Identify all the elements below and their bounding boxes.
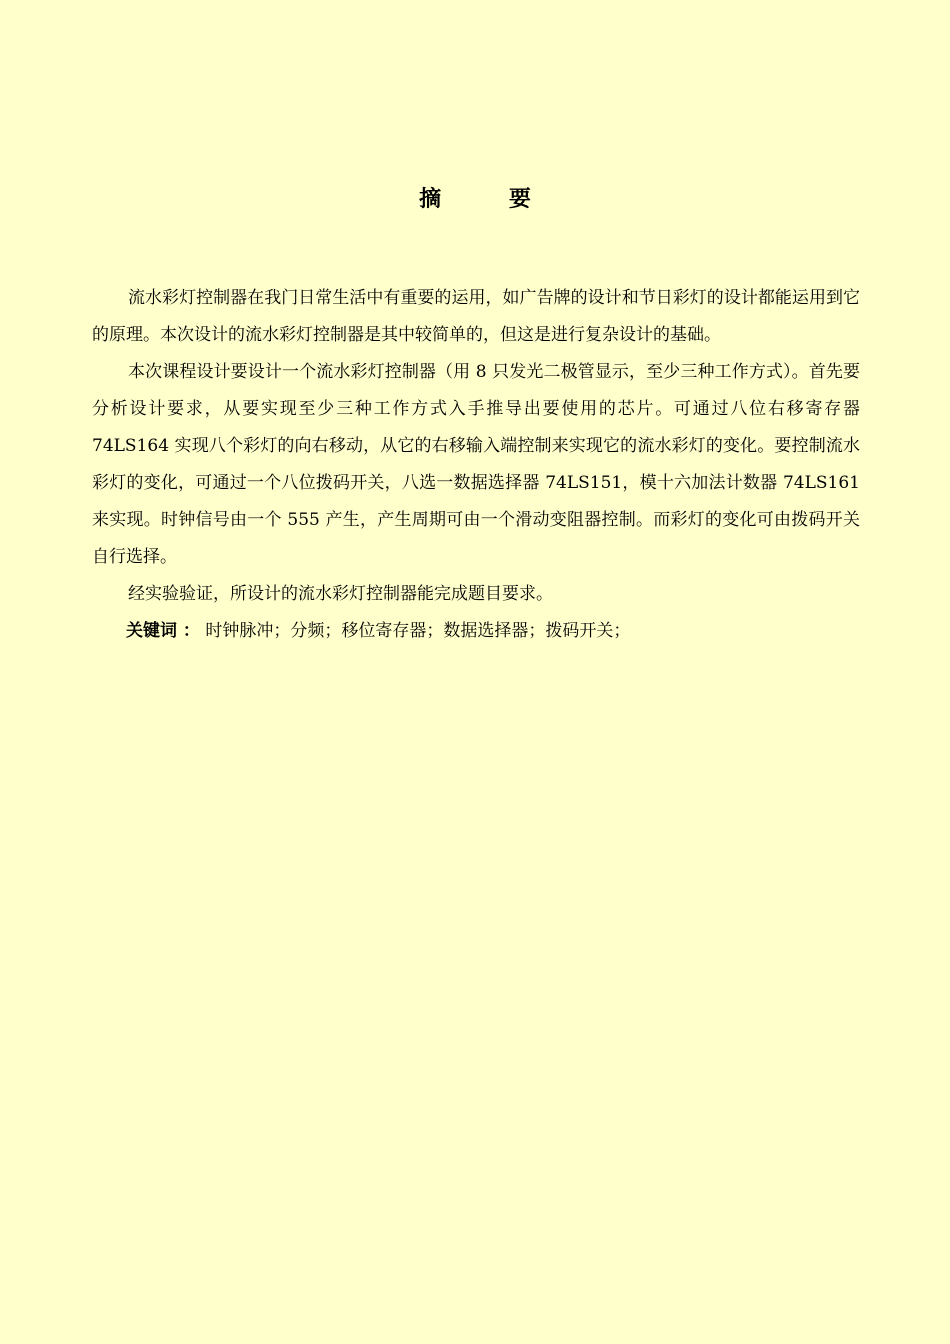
- abstract-body: [92, 280, 860, 650]
- abstract-paragraph-3: 经实验验证，所设计的流水彩灯控制器能完成题目要求。: [128, 584, 553, 604]
- abstract-paragraph-2: 本次课程设计要设计一个流水彩灯控制器（用 8 只发光二极管显示，至少三种工作方式）。首先要分析设计要求，从要实现至少三种工作方式入手推导出要使用的芯片。可通过八位右移寄存器 74LS164 实现八个彩灯的向右移动，从它的右移输入端控制来实现它的流水彩灯的变化。要控制流水彩灯的变化，可通过一个八位拨码开关，八选一数据选择器 74LS151，模十六加法计数器 74LS161 来实现。时钟信号由一个 555 产生，产生周期可由一个滑动变阻器控制。而彩灯的变化可由拨码开关自行选择。: [92, 362, 860, 567]
- page-title: 摘 要: [419, 186, 561, 212]
- keywords-label: 关键词 ：: [126, 621, 200, 641]
- keywords-value: 时钟脉冲；分频；移位寄存器；数据选择器；拨码开关；: [199, 621, 631, 641]
- abstract-paragraph-1: 流水彩灯控制器在我门日常生活中有重要的运用，如广告牌的设计和节日彩灯的设计都能运用到它的原理。本次设计的流水彩灯控制器是其中较简单的，但这是进行复杂设计的基础。: [92, 288, 860, 345]
- keywords-line: [92, 613, 860, 650]
